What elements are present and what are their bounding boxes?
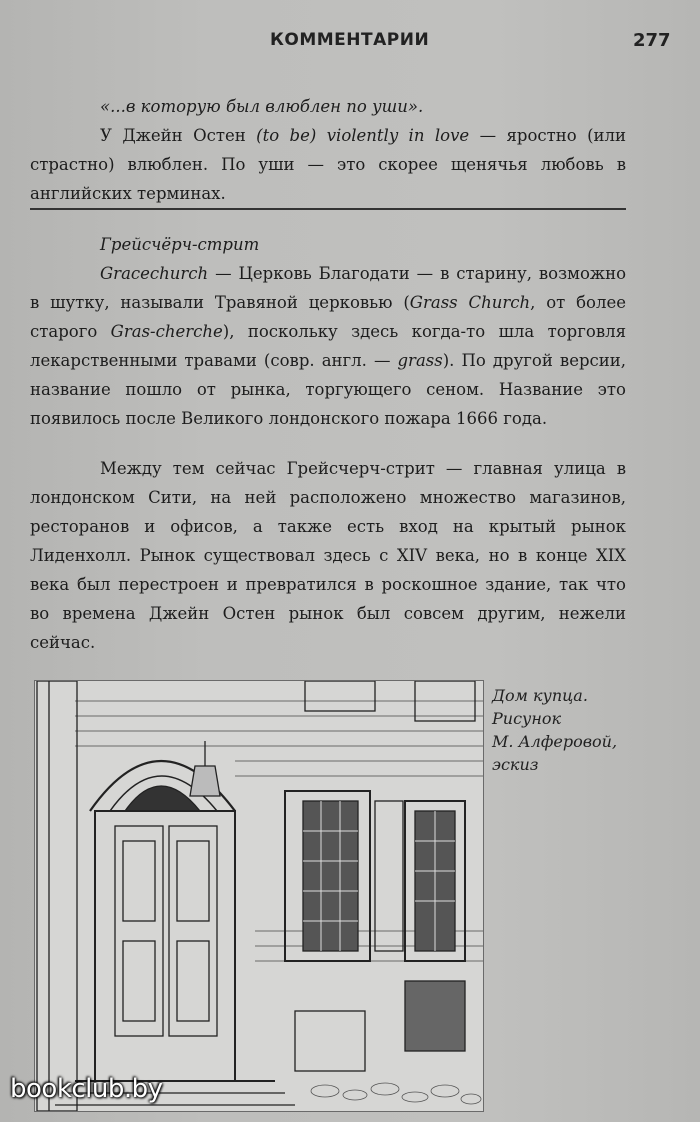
comment-section-2 [30,230,626,433]
caption-line: Дом купца. [492,686,588,705]
text-run: — яростно (или страстно) влюблен. По уши — это скорее щенячья любовь в английских терминах. [30,126,626,203]
italic-term: Gracechurch [100,264,209,283]
text-run: — Церковь Благодати — в старину, возможно в шутку, называли Травяной церковью ( [30,264,626,312]
caption-line: М. Алферовой, [492,732,618,751]
figure-caption [492,684,672,776]
house-sketch-illustration [34,680,484,1112]
comment-section-3 [30,454,626,657]
site-watermark: bookclub.by [10,1074,163,1104]
comment-paragraph: Между тем сейчас Грейсчерч-стрит — главная улица в лондонском Сити, на ней расположено множество магазинов, ресторанов и офисов, а также есть вход на крытый рынок Лиденхолл. Рынок существовал здесь с XIV века, но в конце XIX века был перестроен и превратился в роскошное здание, так что во времена Джейн Остен рынок был совсем другим, нежели сейчас. [30,459,626,652]
comment-paragraph [30,121,626,208]
italic-term: Grass Church [409,293,531,312]
comment-paragraph [30,259,626,433]
italic-term: grass [397,351,443,370]
text-run: ), поскольку здесь когда-то шла торговля лекарственными травами (совр. англ. — [30,322,626,370]
comment-section-1 [30,92,626,208]
sketch-drawing [35,681,483,1111]
text-run: ). По другой версии, название пошло от рынка, торгующего сеном. Название это появилось после Великого лондонского пожара 1666 года. [30,351,626,428]
section-divider [30,208,626,210]
caption-line: Рисунок [492,709,562,728]
section-heading: Грейсчёрч-стрит [100,235,260,254]
italic-term: (to be) violently in love [256,126,470,145]
text-run: , от более старого [30,293,626,341]
text-run: У Джейн Остен [100,126,257,145]
caption-line: эскиз [492,755,539,774]
page-number: 277 [633,30,671,51]
running-title: КОММЕНТАРИИ [270,30,430,50]
italic-term: Gras-cherche [110,322,223,341]
quote-heading: «...в которую был влюблен по уши». [100,97,424,116]
